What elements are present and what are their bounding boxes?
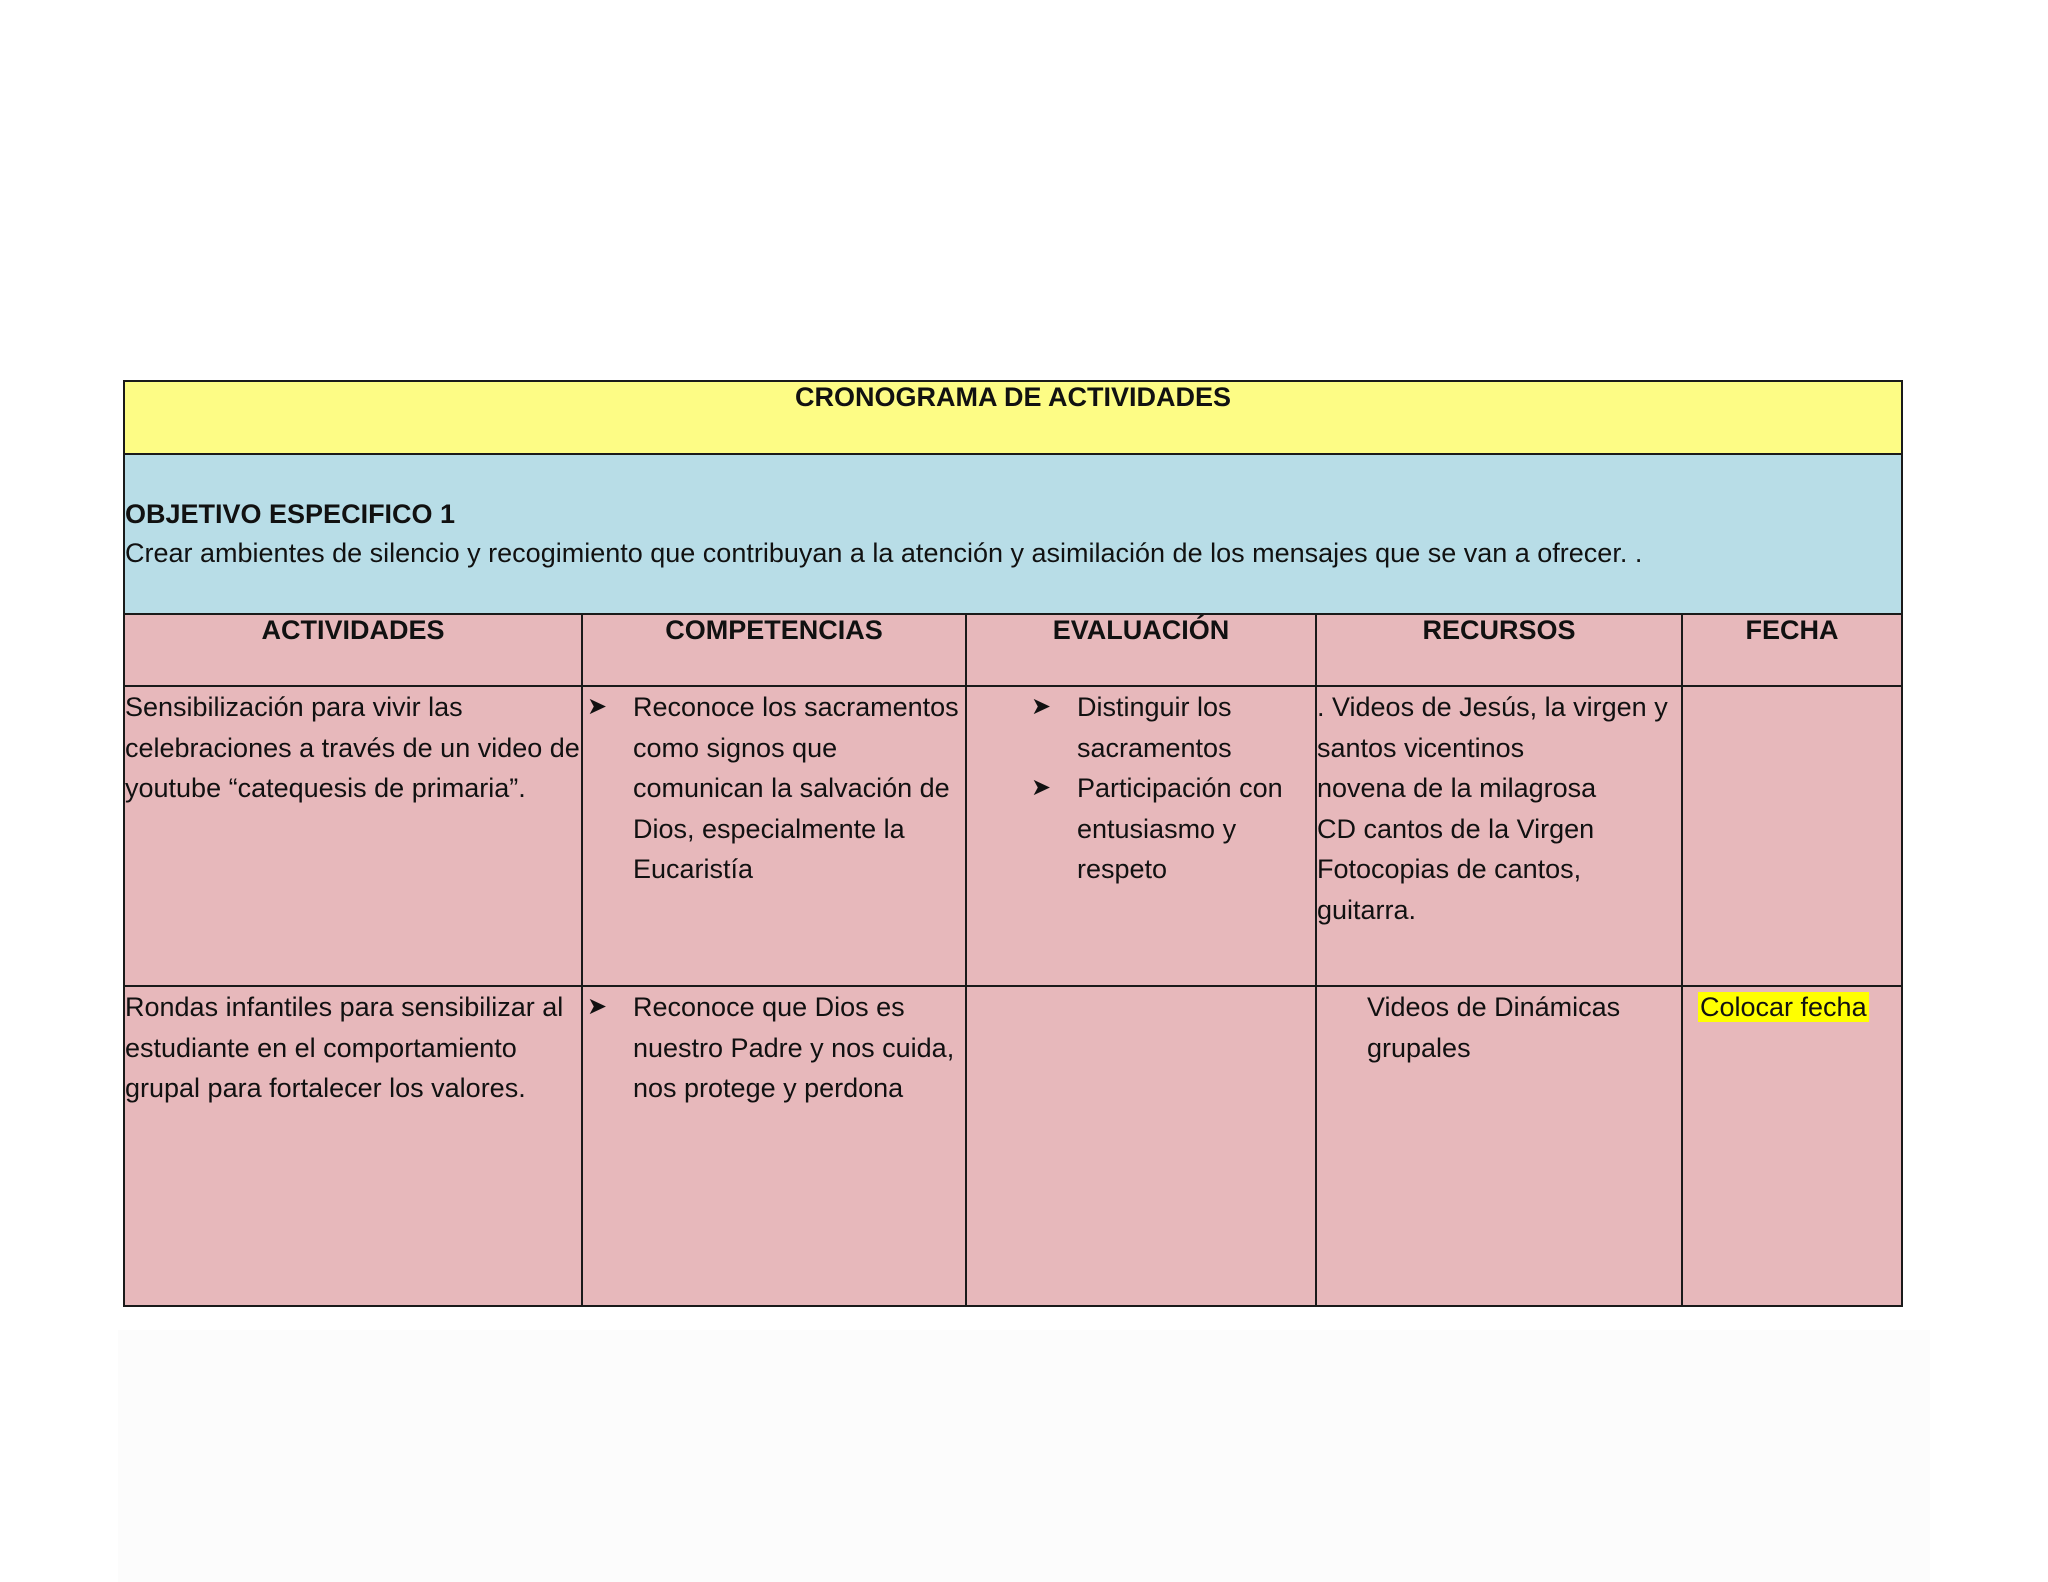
page-background [118, 1330, 1930, 1582]
column-header-recursos: RECURSOS [1316, 614, 1682, 686]
competencias-cell [582, 986, 966, 1306]
recursos-cell [1316, 686, 1682, 986]
fecha-highlight: Colocar fecha [1700, 992, 1867, 1022]
fecha-cell [1682, 986, 1902, 1306]
objective-row [124, 454, 1902, 614]
arrow-bullet-icon: ➤ [587, 993, 608, 1020]
table-title: CRONOGRAMA DE ACTIVIDADES [124, 381, 1902, 454]
column-header-evaluacion: EVALUACIÓN [966, 614, 1316, 686]
evaluacion-text: Participación con entusiasmo y respeto [1077, 773, 1283, 884]
recurso-line: Videos de Dinámicas grupales [1367, 992, 1621, 1063]
table-row [124, 986, 1902, 1306]
evaluacion-text: Distinguir los sacramentos [1077, 692, 1232, 763]
competencia-text: Reconoce los sacramentos como signos que comunican la salvación de Dios, especialmente la Eucaristía [633, 692, 959, 884]
recurso-line: Fotocopias de cantos, guitarra. [1317, 854, 1582, 925]
arrow-bullet-icon: ➤ [587, 693, 608, 720]
evaluacion-cell [966, 986, 1316, 1306]
evaluacion-cell [966, 686, 1316, 986]
objective-text: Crear ambientes de silencio y recogimiento que contribuyan a la atención y asimilación de los mensajes que se van a ofrecer. . [125, 538, 1643, 568]
column-header-fecha: FECHA [1682, 614, 1902, 686]
list-item [583, 687, 965, 890]
arrow-bullet-icon: ➤ [1031, 774, 1052, 801]
fecha-cell [1682, 686, 1902, 986]
list-item [1027, 687, 1315, 768]
actividad-cell: Rondas infantiles para sensibilizar al estudiante en el comportamiento grupal para fortalecer los valores. [124, 986, 582, 1306]
recurso-line: CD cantos de la Virgen [1317, 813, 1595, 844]
list-item [1027, 768, 1315, 890]
column-header-competencias: COMPETENCIAS [582, 614, 966, 686]
column-header-actividades: ACTIVIDADES [124, 614, 582, 686]
competencias-list [583, 687, 965, 890]
objective-cell [124, 454, 1902, 614]
competencia-text: Reconoce que Dios es nuestro Padre y nos cuida, nos protege y perdona [633, 992, 955, 1103]
competencias-cell [582, 686, 966, 986]
schedule-table [123, 380, 1903, 1307]
objective-heading: OBJETIVO ESPECIFICO 1 [125, 499, 456, 529]
actividad-cell: Sensibilización para vivir las celebraciones a través de un video de youtube “catequesis de primaria”. [124, 686, 582, 986]
header-row [124, 614, 1902, 686]
list-item [583, 987, 965, 1109]
evaluacion-list [1027, 687, 1315, 890]
recurso-line: . Videos de Jesús, la virgen y santos vicentinos [1317, 692, 1668, 763]
competencias-list [583, 987, 965, 1109]
recursos-cell [1316, 986, 1682, 1306]
table-row [124, 686, 1902, 986]
arrow-bullet-icon: ➤ [1031, 693, 1052, 720]
recurso-line: novena de la milagrosa [1317, 773, 1597, 803]
title-row [124, 381, 1902, 454]
